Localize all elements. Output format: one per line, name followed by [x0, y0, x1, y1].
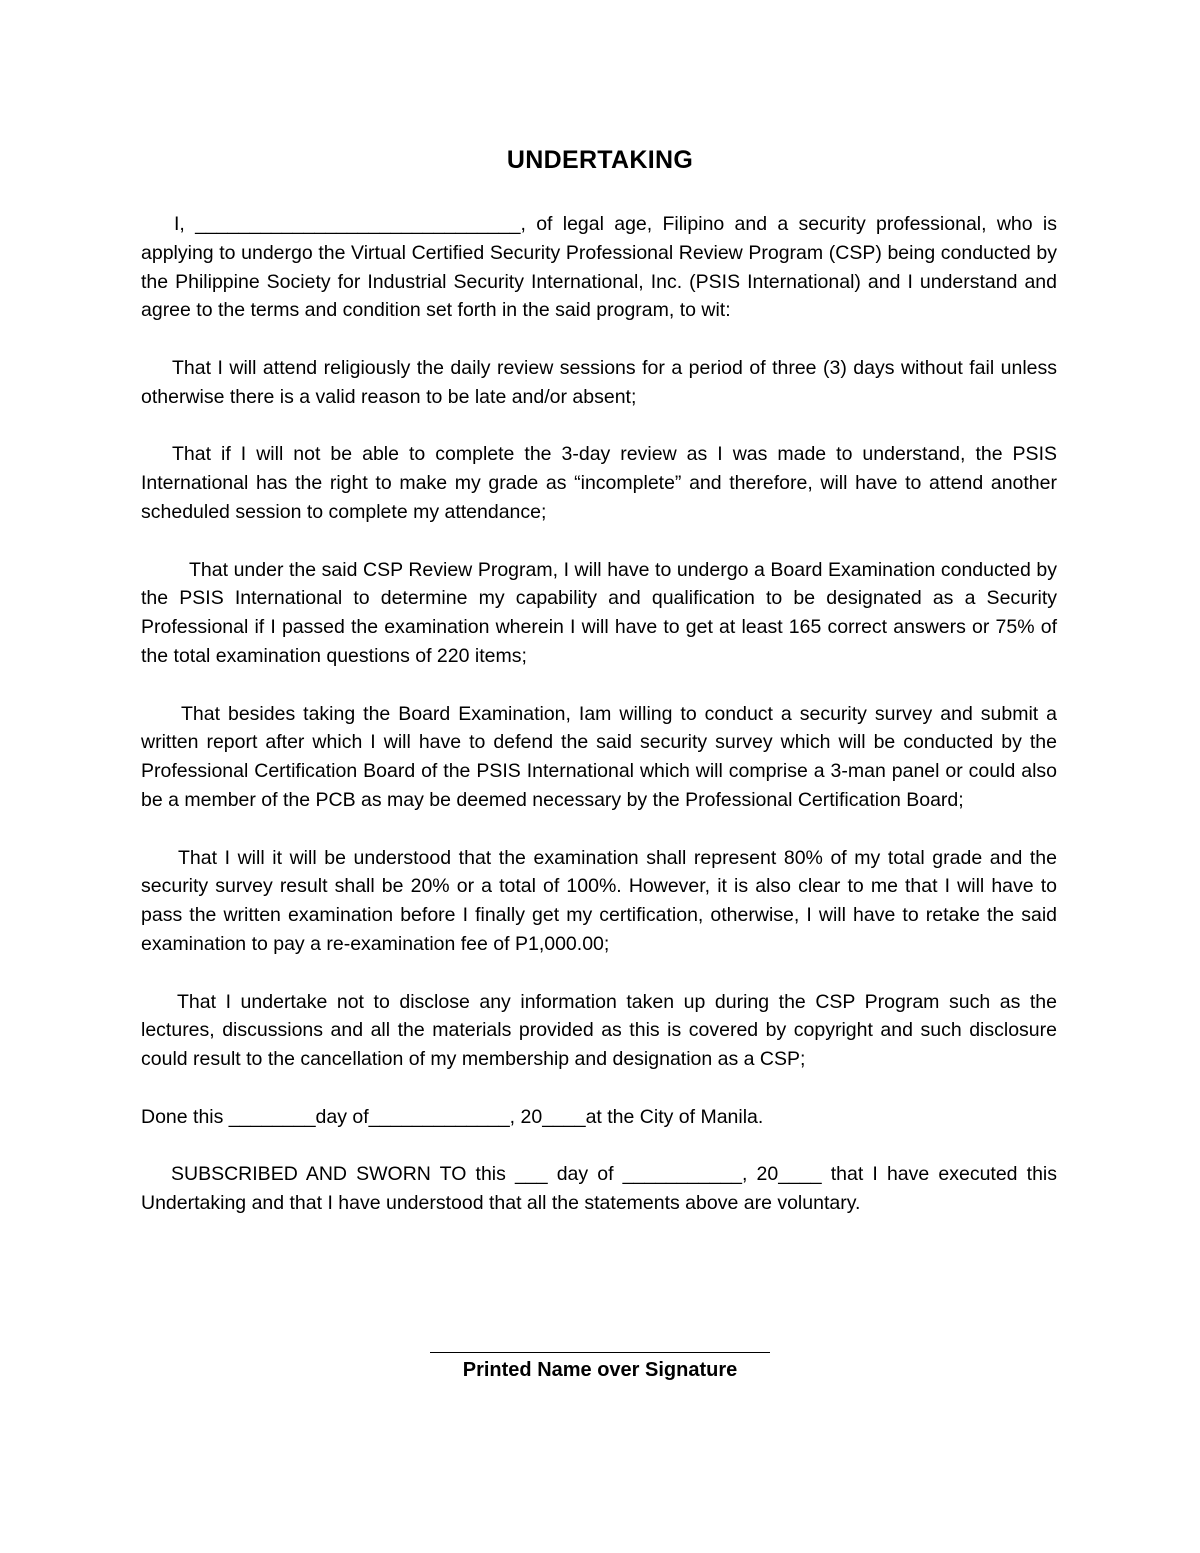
paragraph-board-exam: That under the said CSP Review Program, I will have to undergo a Board Examination conducted by the PSIS International to determine my capability and qualification to be designated as a Security Professional if I passed the examination wherein I will have to get at least 165 correct answers or 75% of the total examination questions of 220 items; — [141, 558, 1057, 667]
document-body — [141, 210, 1057, 1247]
signature-label: Printed Name over Signature — [462, 1359, 738, 1381]
paragraph-done-this: Done this ________day of_____________, 20____at the City of Manila. — [141, 1105, 764, 1128]
signature-block — [400, 1330, 800, 1382]
document-title: UNDERTAKING — [506, 146, 694, 174]
paragraph-intro: I, ______________________________, of legal age, Filipino and a security professional, who is applying to undergo the Virtual Certified Security Professional Review Program (CSP) being conducted by the Philippine Society for Industrial Security International, Inc. (PSIS International) and I understand and agree to the terms and condition set forth in the said program, to wit: — [141, 213, 1057, 322]
paragraph-incomplete: That if I will not be able to complete the 3-day review as I was made to understand, the PSIS International has the right to make my grade as “incomplete” and therefore, will have to attend another scheduled session to complete my attendance; — [141, 443, 1057, 523]
paragraph-security-survey: That besides taking the Board Examination, Iam willing to conduct a security survey and submit a written report after which I will have to defend the said security survey which will be conducted by the Professional Certification Board of the PSIS International which will comprise a 3-man panel or could also be a member of the PCB as may be deemed necessary by the Professional Certification Board; — [141, 702, 1057, 811]
paragraph-non-disclosure: That I undertake not to disclose any information taken up during the CSP Program such as the lectures, discussions and all the materials provided as this is covered by copyright and such disclosure could result to the cancellation of my membership and designation as a CSP; — [141, 990, 1057, 1071]
paragraph-subscribed-sworn: SUBSCRIBED AND SWORN TO this ___ day of ___________, 20____ that I have executed this Undertaking and that I have understood that all the statements above are voluntary. — [141, 1163, 1057, 1215]
paragraph-grading: That I will it will be understood that the examination shall represent 80% of my total grade and the security survey result shall be 20% or a total of 100%. However, it is also clear to me that I will have to pass the written examination before I finally get my certification, otherwise, I will have to retake the said examination to pay a re-examination fee of P1,000.00; — [141, 846, 1057, 955]
paragraph-attendance: That I will attend religiously the daily review sessions for a period of three (3) days without fail unless otherwise there is a valid reason to be late and/or absent; — [141, 356, 1057, 408]
signature-line — [430, 1330, 770, 1353]
